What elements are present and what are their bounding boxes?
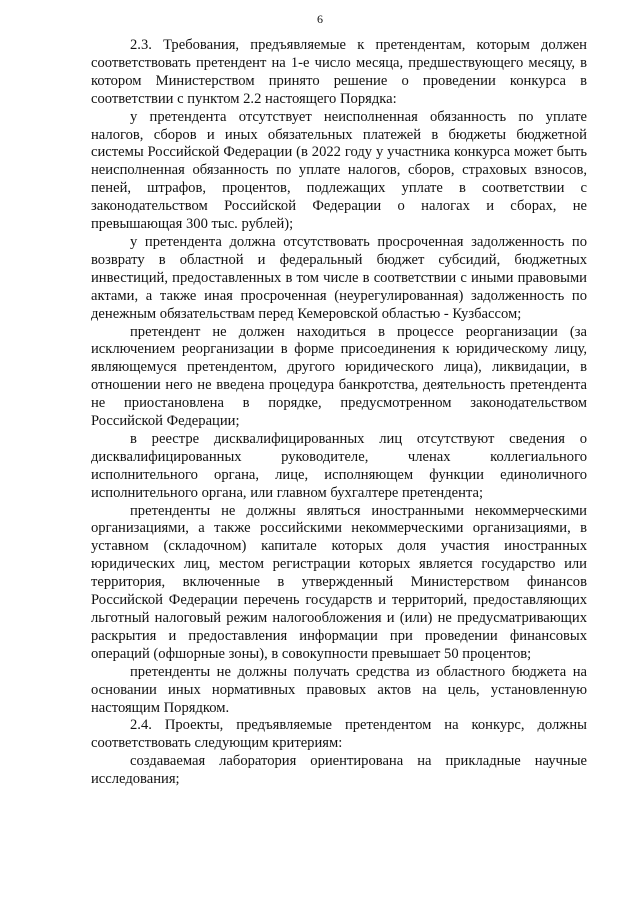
paragraph-foreign-organizations: претенденты не должны являться иностранными некоммерческими организациями, а также российскими некоммерческими организациями, в уставном (складочном) капитале которых доля участия иностранных юридических лиц, местом регистрации которых является государство или территория, включенные в утвержденный Министерством финансов Российской Федерации перечень государств и территорий, предоставляющих льготный налоговый режим налогообложения и (или) не предусматривающих раскрытия и предоставления информации при проведении финансовых операций (офшорные зоны), в совокупности превышает 50 процентов; (91, 502, 587, 662)
paragraph-2-3-requirements: 2.3. Требования, предъявляемые к претендентам, которым должен соответствовать претендент на 1-е число месяца, предшествующего месяцу, в котором Министерством принято решение о проведении конкурса в соответствии с пунктом 2.2 настоящего Порядка: (91, 37, 587, 107)
document-body (91, 37, 587, 789)
paragraph-regional-budget: претенденты не должны получать средства из областного бюджета на основании иных нормативных правовых актов на цель, установленную настоящим Порядком. (91, 663, 587, 716)
paragraph-reorganization: претендент не должен находиться в процессе реорганизации (за исключением реорганизации в форме присоединения к юридическому лицу, являющемуся претендентом, другого юридического лица), ликвидации, в отношении него не введена процедура банкротства, деятельность претендента не приостановлена в порядке, предусмотренном законодательством Российской Федерации; (91, 323, 587, 430)
paragraph-overdue-debt: у претендента должна отсутствовать просроченная задолженность по возврату в областной и федеральный бюджет субсидий, бюджетных инвестиций, предоставленных в том числе в соответствии с иными правовыми актами, а также иная просроченная (неурегулированная) задолженность по денежным обязательствам перед Кемеровской областью - Кузбассом; (91, 233, 587, 322)
paragraph-disqualified-persons: в реестре дисквалифицированных лиц отсутствуют сведения о дисквалифицированных руководителе, членах коллегиального исполнительного органа, лице, исполняющем функции единоличного исполнительного органа, или главном бухгалтере претендента; (91, 430, 587, 501)
paragraph-2-4-criteria: 2.4. Проекты, предъявляемые претендентом на конкурс, должны соответствовать следующим критериям: (91, 717, 587, 752)
paragraph-tax-obligations: у претендента отсутствует неисполненная обязанность по уплате налогов, сборов и иных обязательных платежей в бюджеты бюджетной системы Российской Федерации (в 2022 году у участника конкурса может быть неисполненная обязанность по уплате налогов, сборов, страховых взносов, пеней, штрафов, процентов, подлежащих уплате в соответствии с законодательством Российской Федерации о налогах и сборах, не превышающая 300 тыс. рублей); (91, 108, 587, 233)
page-number: 6 (317, 12, 323, 26)
paragraph-applied-research: создаваемая лаборатория ориентирована на прикладные научные исследования; (91, 753, 587, 788)
